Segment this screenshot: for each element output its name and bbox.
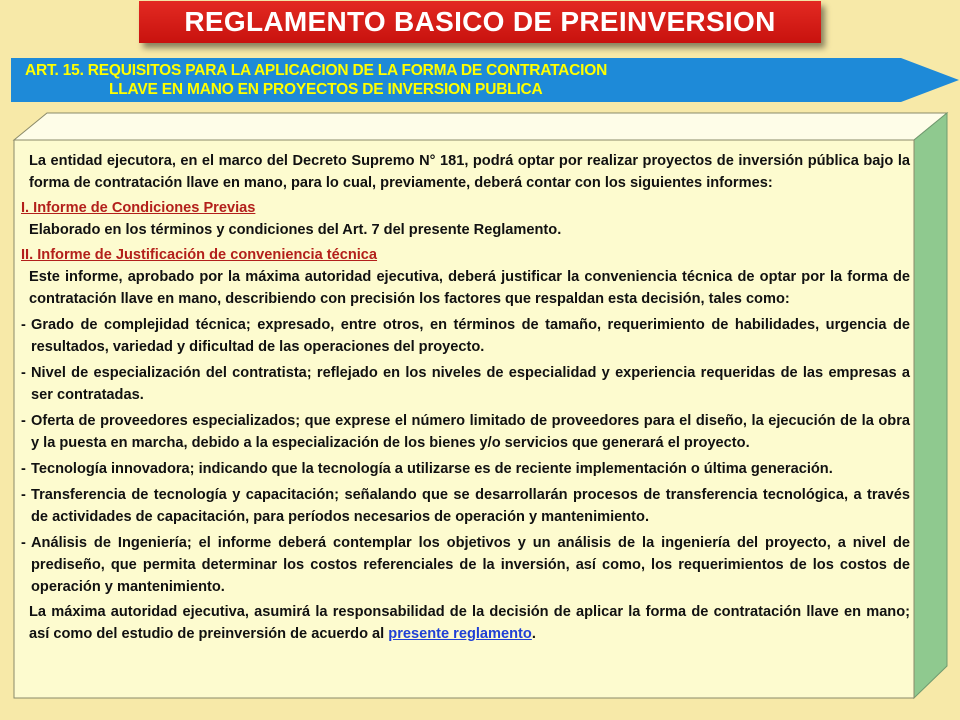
- article-content: [21, 150, 910, 645]
- list-item: [21, 314, 910, 358]
- list-item-text: Grado de complejidad técnica; expresado, entre otros, en términos de tamaño, requerimiento de habilidades, urgencia de resultados, variedad y dificultad de las operaciones del proyecto.: [31, 317, 910, 355]
- closing-period: .: [531, 626, 536, 642]
- closing-paragraph: [21, 601, 910, 645]
- list-item: [21, 362, 910, 406]
- list-dash: -: [21, 413, 26, 429]
- list-item: [21, 484, 910, 528]
- list-item: [21, 410, 910, 454]
- list-dash: -: [21, 317, 26, 333]
- list-dash: -: [21, 365, 26, 381]
- list-dash: -: [21, 461, 26, 477]
- intro-text: La entidad ejecutora, en el marco del Decreto Supremo N° 181, podrá optar por realizar proyectos de inversión pública bajo la forma de contratación llave en mano, para lo cual, previamente, deberá contar con los siguientes informes:: [29, 153, 910, 191]
- list-item-text: Nivel de especialización del contratista; reflejado en los niveles de especialidad y experiencia requeridas de las empresas a ser contratadas.: [31, 365, 910, 403]
- section-2-heading: [21, 244, 910, 266]
- list-item-text: Tecnología innovadora; indicando que la tecnología a utilizarse es de reciente implementación o última generación.: [31, 461, 833, 477]
- reglamento-link[interactable]: presente reglamento: [388, 626, 532, 642]
- list-item-text: Análisis de Ingeniería; el informe deberá contemplar los objetivos y un análisis de la ingeniería del proyecto, a nivel de prediseño, que permita determinar los costos referenciales de la inversión, así como, los requerimientos de los costos de operación y mantenimiento.: [31, 535, 910, 595]
- section-1-heading-text: I. Informe de Condiciones Previas: [21, 200, 256, 216]
- section-1-text: Elaborado en los términos y condiciones del Art. 7 del presente Reglamento.: [29, 222, 562, 238]
- list-dash: -: [21, 487, 26, 503]
- list-item-text: Oferta de proveedores especializados; que exprese el número limitado de proveedores para el diseño, la ejecución de la obra y la puesta en marcha, debido a la especialización de los bienes y/o servicios que generará el proyecto.: [31, 413, 910, 451]
- list-item: [21, 532, 910, 598]
- section-2-heading-text: II. Informe de Justificación de conveniencia técnica: [21, 247, 378, 263]
- list-item-text: Transferencia de tecnología y capacitación; señalando que se desarrollarán procesos de transferencia tecnológica, a través de actividades de capacitación, para períodos necesarios de operación y mantenimiento.: [31, 487, 910, 525]
- section-2-text: Este informe, aprobado por la máxima autoridad ejecutiva, deberá justificar la conveniencia técnica de optar por la forma de contratación llave en mano, describiendo con precisión los factores que respaldan esta decisión, tales como:: [29, 269, 910, 307]
- section-1-heading: [21, 197, 910, 219]
- closing-text: La máxima autoridad ejecutiva, asumirá la responsabilidad de la decisión de aplicar la forma de contratación llave en mano; así como del estudio de preinversión de acuerdo al: [29, 604, 910, 642]
- intro-paragraph: [21, 150, 910, 194]
- list-dash: -: [21, 535, 26, 551]
- list-item: [21, 458, 910, 480]
- banner-line-1: ART. 15. REQUISITOS PARA LA APLICACION DE LA FORMA DE CONTRATACION: [25, 62, 608, 79]
- banner-line-2: LLAVE EN MANO EN PROYECTOS DE INVERSION PUBLICA: [109, 81, 543, 98]
- page-title: REGLAMENTO BASICO DE PREINVERSION: [139, 1, 821, 43]
